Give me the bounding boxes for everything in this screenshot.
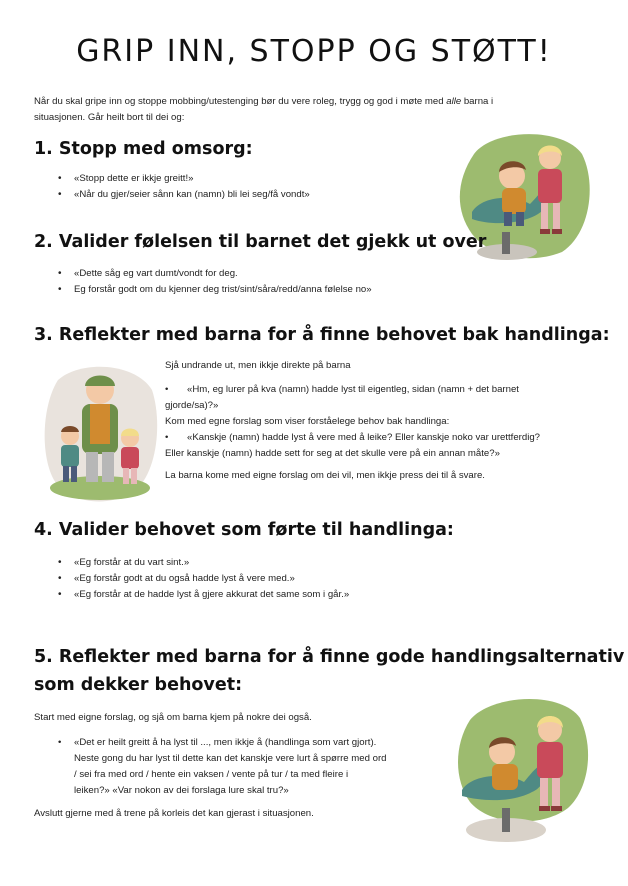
page-title: GRIP INN, STOPP OG STØTT! bbox=[76, 34, 552, 69]
intro-text bbox=[34, 94, 594, 126]
section-2-list bbox=[52, 266, 372, 298]
section-1-list bbox=[52, 171, 310, 203]
section-5-intro: Start med eigne forslag, og sjå om barna kjem på nokre dei også. bbox=[34, 712, 312, 723]
intro-line-1b: barna i bbox=[461, 96, 494, 107]
section-5-heading-line-2: som dekker behovet: bbox=[34, 675, 243, 695]
section-5-bullet bbox=[52, 735, 452, 799]
section-3-line: Kom med egne forslag som viser forståelege behov bak handlinga: bbox=[165, 416, 450, 427]
bullet-text: «Hm, eg lurer på kva (namn) hadde lyst til eigentleg, sidan (namn + det barnet bbox=[187, 384, 519, 395]
intro-line-2: situasjonen. Går heilt bort til dei og: bbox=[34, 112, 185, 123]
adult-with-children-illustration bbox=[40, 360, 160, 510]
section-3-line: Sjå undrande ut, men ikkje direkte på barna bbox=[165, 360, 351, 371]
list-item: • «Dette såg eg vart dumt/vondt for deg. bbox=[52, 266, 372, 282]
section-3-heading: 3. Reflekter med barna for å finne behovet bak handlinga: bbox=[34, 325, 610, 345]
section-5-heading-line-1: 5. Reflekter med barna for å finne gode handlingsalternativ bbox=[34, 647, 625, 667]
intro-emphasis: alle bbox=[446, 96, 462, 107]
intro-line-1 bbox=[34, 94, 594, 110]
section-5-closing: Avslutt gjerne med å trene på korleis det kan gjerast i situasjonen. bbox=[34, 808, 314, 819]
section-2-heading: 2. Valider følelsen til barnet det gjekk ut over bbox=[34, 232, 487, 252]
bullet-text: «Kanskje (namn) hadde lyst å vere med å leike? Eller kanskje noko var urettferdig? bbox=[187, 432, 541, 443]
section-4-heading: 4. Valider behovet som førte til handlinga: bbox=[34, 520, 454, 540]
bullet-line: Neste gong du har lyst til dette kan det kanskje vere lurt å spørre med ord bbox=[74, 753, 387, 764]
list-item: • «Stopp dette er ikkje greitt!» bbox=[52, 171, 310, 187]
bullet-line: / sei fra med ord / hente ein vaksen / vente på tur / ta med fleire i bbox=[74, 769, 349, 780]
list-item: • «Eg forstår at de hadde lyst å gjere akkurat det same som i går.» bbox=[52, 587, 349, 603]
bullet-line: leiken?» «Var nokon av dei forslaga lure skal tru?» bbox=[74, 785, 289, 796]
section-3-line: La barna kome med eigne forslag om dei vil, men ikkje press dei til å svare. bbox=[165, 470, 485, 481]
children-talking-illustration bbox=[450, 690, 592, 846]
section-1-heading: 1. Stopp med omsorg: bbox=[34, 139, 253, 159]
intro-line-1a: Når du skal gripe inn og stoppe mobbing/utestenging bør du vere roleg, trygg og god i møte med bbox=[34, 96, 447, 107]
list-item: • Eg forstår godt om du kjenner deg trist/sint/såra/redd/anna følelse no» bbox=[52, 282, 372, 298]
bullet-dot: • bbox=[58, 737, 62, 748]
list-item: • «Når du gjer/seier sånn kan (namn) bli lei seg/få vondt» bbox=[52, 187, 310, 203]
section-3-bullet-1 bbox=[165, 382, 595, 398]
section-3-bullet-2 bbox=[165, 430, 595, 446]
bullet-block bbox=[52, 735, 452, 799]
bullet-line: «Det er heilt greitt å ha lyst til ..., men ikkje å (handlinga som vart gjort). bbox=[74, 737, 377, 748]
list-item: • «Eg forstår at du vart sint.» bbox=[52, 555, 349, 571]
section-3-line: Eller kanskje (namn) hadde sett for seg at det skulle vere på ein annan måte?» bbox=[165, 448, 500, 459]
section-3-body bbox=[165, 358, 595, 484]
section-3-line: gjorde/sa)?» bbox=[165, 400, 219, 411]
section-4-list bbox=[52, 555, 349, 603]
list-item: • «Eg forstår godt at du også hadde lyst å vere med.» bbox=[52, 571, 349, 587]
